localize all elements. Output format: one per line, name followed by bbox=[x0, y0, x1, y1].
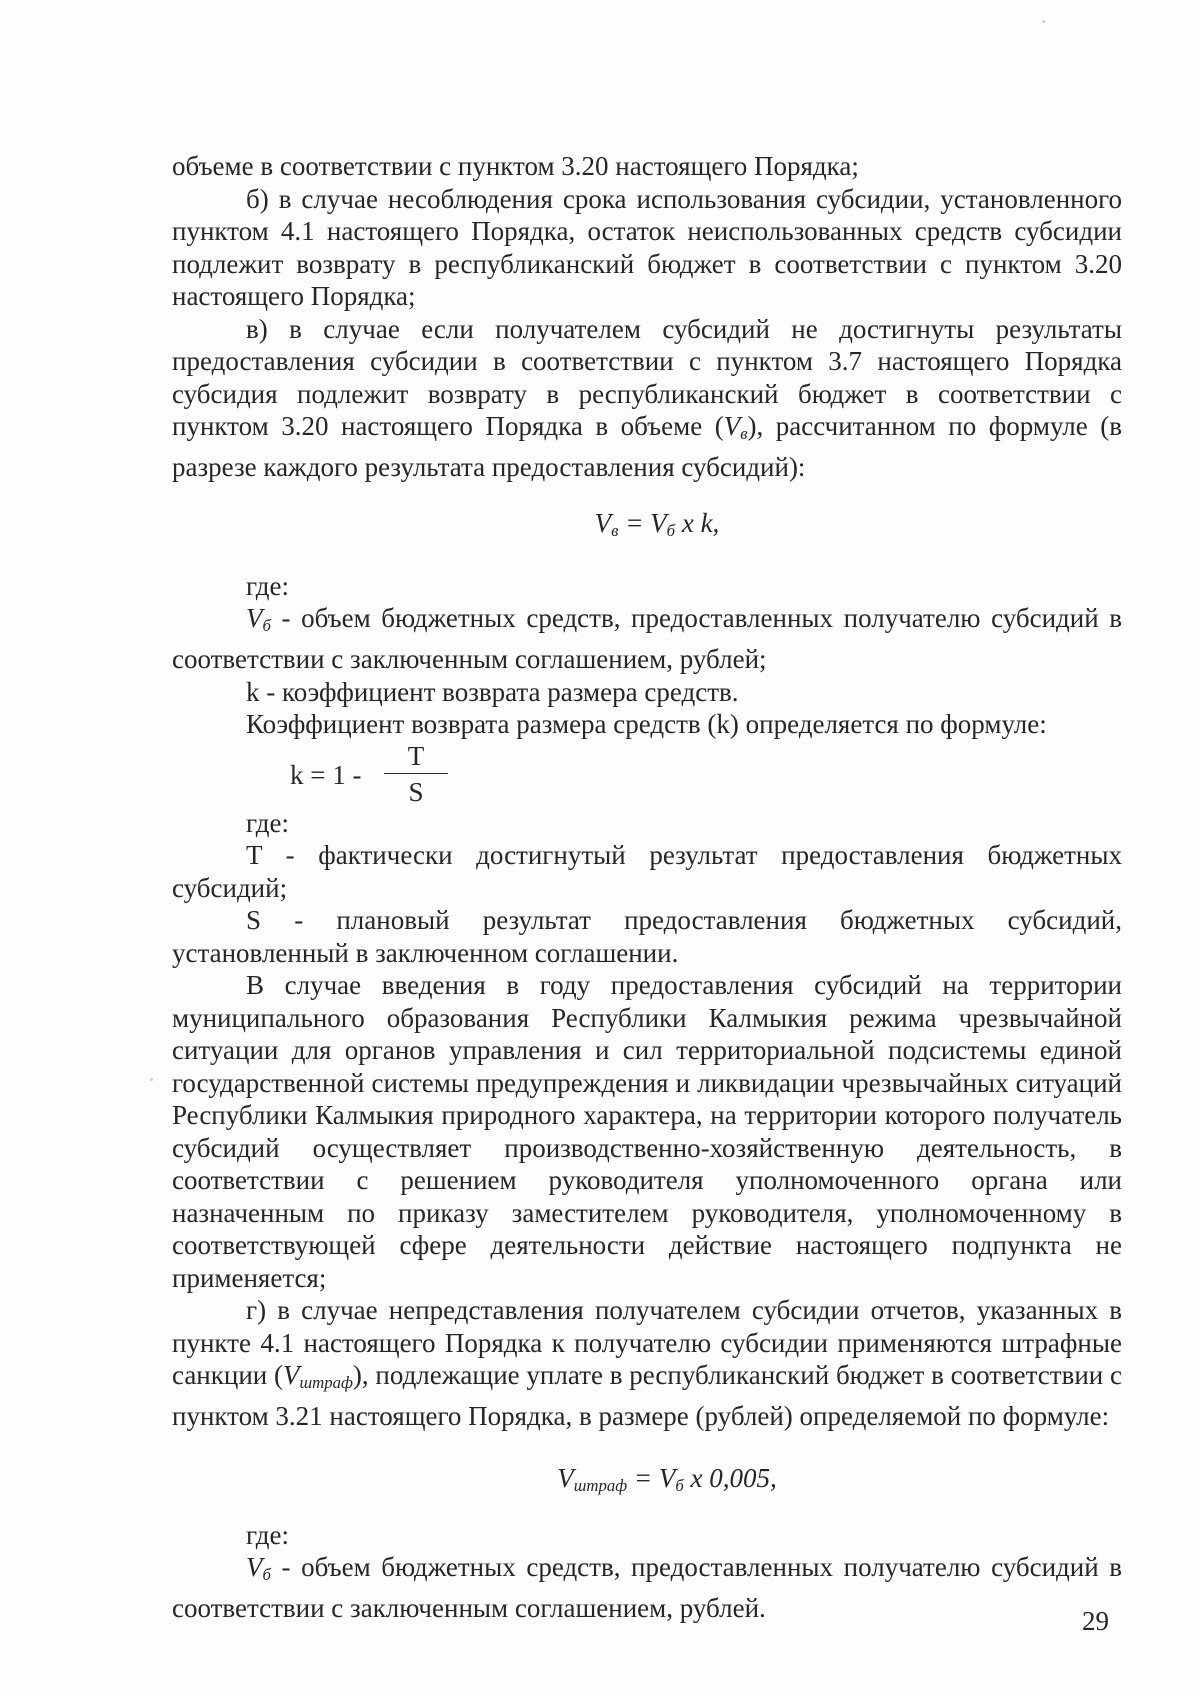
def-vb2-text: - объем бюджетных средств, предоставленных получателю субсидий в соответствии с заключенным соглашением, рублей. bbox=[172, 1552, 1122, 1624]
scan-artifact bbox=[1042, 20, 1045, 23]
paragraph-g-text-before: г) в случае непредставления получателем субсидии отчетов, указанных в пункте 4.1 настоящего Порядка к получателю субсидии применяются штрафные санкции ( bbox=[172, 1295, 1122, 1391]
def-vb-sub: б bbox=[262, 616, 271, 636]
def-vb-text: - объем бюджетных средств, предоставленных получателю субсидий в соответствии с заключенным соглашением, рублей; bbox=[172, 603, 1122, 675]
where-label: где: bbox=[246, 807, 289, 838]
definition-vb-final bbox=[172, 1551, 1122, 1624]
formula1-eq: = bbox=[618, 508, 651, 539]
paragraph-b: б) в случае несоблюдения срока использования субсидии, установленного пунктом 4.1 настоящего Порядка, остаток неиспользованных средств субсидии подлежит возврату в республиканский бюджет в соответствии с пунктом 3.20 настоящего Порядка; bbox=[172, 183, 1122, 311]
formula1-rest: x k, bbox=[675, 508, 720, 539]
paragraph-continuation: объеме в соответствии с пунктом 3.20 настоящего Порядка; bbox=[172, 151, 859, 181]
fraction bbox=[384, 741, 448, 808]
formula3-rhs-sub: б bbox=[675, 1476, 684, 1496]
where-label: где: bbox=[246, 570, 289, 601]
formula2-prefix: k = 1 - bbox=[290, 759, 362, 790]
fraction-bar bbox=[384, 773, 448, 775]
scan-artifact bbox=[150, 1078, 153, 1081]
formula-penalty bbox=[172, 1462, 1122, 1503]
formula3-eq: = bbox=[627, 1463, 659, 1494]
k-intro: Коэффициент возврата размера средств (k) определяется по формуле: bbox=[246, 709, 1047, 740]
def-vb2-var: V bbox=[246, 1552, 263, 1583]
definition-s: S - плановый результат предоставления бюджетных субсидий, установленный в заключенном соглашении. bbox=[172, 905, 1122, 968]
paragraph-v-text-before: в) в случае если получателем субсидий не достигнуты результаты предоставления субсидии в соответствии с пунктом 3.7 настоящего Порядка субсидия подлежит возврату в республиканский бюджет в соответствии с пунктом 3.20 настоящего Порядка в объеме ( bbox=[172, 313, 1122, 441]
paragraph-v bbox=[172, 313, 1122, 484]
formula-return-volume bbox=[172, 507, 1122, 548]
definition-vb bbox=[172, 602, 1122, 675]
def-vb-var: V bbox=[246, 603, 263, 634]
formula1-lhs: V bbox=[594, 508, 612, 539]
where-label: где: bbox=[246, 1519, 289, 1550]
var-vshtraf: V bbox=[283, 1360, 300, 1391]
paragraph-emergency: В случае введения в году предоставления субсидий на территории муниципального образования Республики Калмыкия режима чрезвычайной ситуации для органов управления и сил территориальной подсистемы единой государственной системы предупреждения и ликвидации чрезвычайных ситуаций Республики Калмыкия природного характера, на территории которого получатель субсидий осуществляет производственно-хозяйственную деятельность, в соответствии с решением руководителя уполномоченного органа или назначенным по приказу заместителем руководителя, уполномоченному в соответствующей сфере деятельности действие настоящего подпункта не применяется; bbox=[172, 970, 1122, 1293]
definition-k: k - коэффициент возврата размера средств. bbox=[246, 676, 739, 707]
formula1-lhs-sub: в bbox=[611, 521, 619, 541]
formula3-lhs: V bbox=[557, 1463, 574, 1494]
fraction-numerator: T bbox=[407, 740, 425, 771]
paragraph-v-text-after: ), рассчитанном по формуле (в разрезе каждого результата предоставления субсидий): bbox=[172, 411, 1122, 482]
formula1-rhs: V bbox=[650, 508, 667, 539]
var-vshtraf-sub: штраф bbox=[299, 1373, 353, 1393]
definition-t: T - фактически достигнутый результат предоставления бюджетных субсидий; bbox=[172, 840, 1122, 903]
var-v-subscript: в bbox=[740, 424, 748, 444]
def-vb2-sub: б bbox=[262, 1565, 271, 1585]
document-body bbox=[172, 150, 1122, 1625]
var-v: V bbox=[723, 411, 741, 441]
paragraph-g bbox=[172, 1294, 1122, 1432]
formula3-rest: x 0,005, bbox=[683, 1463, 777, 1494]
formula-coefficient bbox=[172, 741, 1122, 807]
paragraph-g-text-after: ), подлежащие уплате в республиканский бюджет в соответствии с пунктом 3.21 настоящего Порядка, в размере (рублей) определяемой по формуле: bbox=[172, 1360, 1122, 1431]
fraction-denominator: S bbox=[408, 777, 424, 808]
formula3-rhs: V bbox=[658, 1463, 676, 1494]
formula1-rhs-sub: б bbox=[666, 521, 676, 541]
page-number: 29 bbox=[1082, 1606, 1109, 1636]
formula3-lhs-sub: штраф bbox=[573, 1476, 628, 1496]
